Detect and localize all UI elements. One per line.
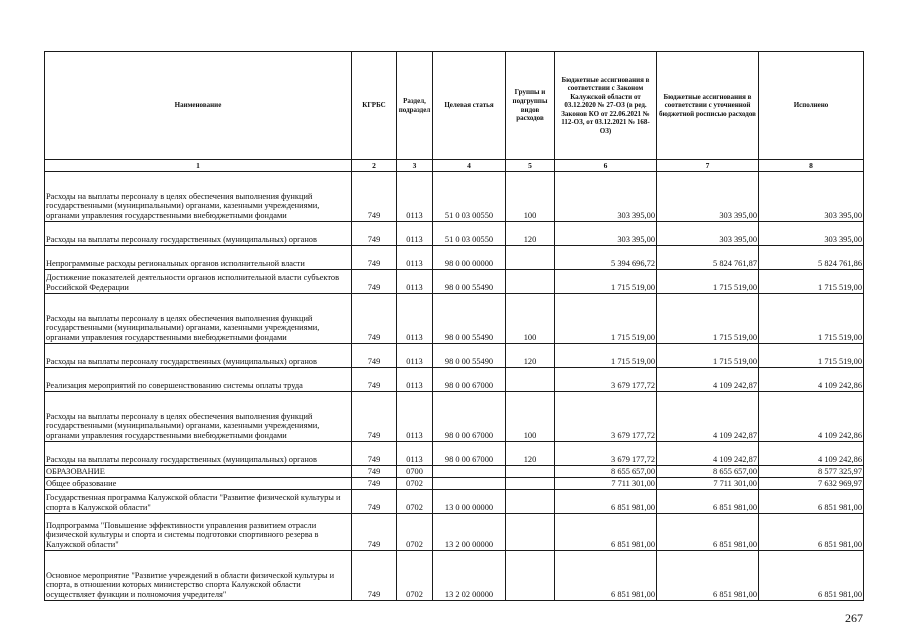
row-executed: 4 109 242,86 [759,392,864,442]
row-kgrbs: 749 [352,442,397,466]
row-target [433,466,506,478]
row-group: 120 [506,344,555,368]
row-executed: 5 824 761,86 [759,246,864,270]
row-name: Расходы на выплаты персоналу государственных (муниципальных) органов [45,222,352,246]
row-name: Основное мероприятие "Развитие учреждений в области физической культуры и спорта, в отношении которых министерство спорта Калужской области осуществляет функции и полномочия учредителя" [45,551,352,601]
row-group [506,368,555,392]
table-row [45,442,864,466]
row-kgrbs: 749 [352,551,397,601]
row-section: 0113 [397,246,433,270]
row-kgrbs: 749 [352,466,397,478]
row-target: 98 0 00 00000 [433,246,506,270]
column-number: 6 [555,160,657,172]
row-group [506,466,555,478]
header-executed: Исполнено [759,52,864,160]
row-section: 0113 [397,344,433,368]
row-law-allocation: 6 851 981,00 [555,490,657,514]
row-kgrbs: 749 [352,294,397,344]
row-name: Расходы на выплаты персоналу государственных (муниципальных) органов [45,344,352,368]
row-kgrbs: 749 [352,490,397,514]
row-executed: 6 851 981,00 [759,490,864,514]
row-target: 13 2 02 00000 [433,551,506,601]
row-law-allocation: 3 679 177,72 [555,368,657,392]
row-refined-allocation: 6 851 981,00 [657,490,759,514]
budget-table [44,51,864,601]
row-target: 98 0 00 55490 [433,344,506,368]
row-executed: 6 851 981,00 [759,514,864,551]
header-kgrbs: КГРБС [352,52,397,160]
column-number: 1 [45,160,352,172]
row-name: Расходы на выплаты персоналу в целях обеспечения выполнения функций государственными (муниципальными) органами, казенными учреждениями, органами управления государственными внебюджетными фондами [45,172,352,222]
row-name: Расходы на выплаты персоналу в целях обеспечения выполнения функций государственными (муниципальными) органами, казенными учреждениями, органами управления государственными внебюджетными фондами [45,294,352,344]
row-kgrbs: 749 [352,222,397,246]
row-refined-allocation: 7 711 301,00 [657,478,759,490]
row-section: 0113 [397,172,433,222]
row-refined-allocation: 4 109 242,87 [657,442,759,466]
row-kgrbs: 749 [352,246,397,270]
row-target: 51 0 03 00550 [433,222,506,246]
row-law-allocation: 303 395,00 [555,172,657,222]
row-target [433,478,506,490]
row-name: Достижение показателей деятельности органов исполнительной власти субъектов Российской Федерации [45,270,352,294]
row-section: 0700 [397,466,433,478]
row-target: 98 0 00 67000 [433,442,506,466]
table-row [45,392,864,442]
row-target: 51 0 03 00550 [433,172,506,222]
row-refined-allocation: 1 715 519,00 [657,294,759,344]
row-kgrbs: 749 [352,478,397,490]
table-row [45,551,864,601]
row-refined-allocation: 303 395,00 [657,222,759,246]
row-kgrbs: 749 [352,368,397,392]
table-body [45,172,864,601]
row-executed: 6 851 981,00 [759,551,864,601]
header-section: Раздел, подраздел [397,52,433,160]
row-section: 0113 [397,294,433,344]
table-row [45,222,864,246]
table-row [45,172,864,222]
row-refined-allocation: 1 715 519,00 [657,344,759,368]
row-law-allocation: 1 715 519,00 [555,344,657,368]
table-row [45,478,864,490]
row-refined-allocation: 4 109 242,87 [657,368,759,392]
row-executed: 4 109 242,86 [759,442,864,466]
row-name: Расходы на выплаты персоналу в целях обеспечения выполнения функций государственными (муниципальными) органами, казенными учреждениями, органами управления государственными внебюджетными фондами [45,392,352,442]
row-executed: 303 395,00 [759,172,864,222]
row-law-allocation: 7 711 301,00 [555,478,657,490]
row-executed: 7 632 969,97 [759,478,864,490]
table-row [45,514,864,551]
row-law-allocation: 6 851 981,00 [555,514,657,551]
row-executed: 303 395,00 [759,222,864,246]
row-executed: 1 715 519,00 [759,344,864,368]
table-row [45,344,864,368]
row-group [506,246,555,270]
table-row [45,246,864,270]
row-section: 0702 [397,514,433,551]
row-refined-allocation: 4 109 242,87 [657,392,759,442]
row-law-allocation: 1 715 519,00 [555,294,657,344]
row-name: Государственная программа Калужской области "Развитие физической культуры и спорта в Калужской области" [45,490,352,514]
row-law-allocation: 303 395,00 [555,222,657,246]
column-number: 8 [759,160,864,172]
row-target: 98 0 00 55490 [433,294,506,344]
row-section: 0113 [397,222,433,246]
row-group: 100 [506,392,555,442]
row-refined-allocation: 303 395,00 [657,172,759,222]
header-group: Группы и подгруппы видов расходов [506,52,555,160]
row-name: Подпрограмма "Повышение эффективности управления развитием отрасли физической культуры и спорта и системы подготовки спортивного резерва в Калужской области" [45,514,352,551]
row-target: 98 0 00 67000 [433,368,506,392]
row-name: Реализация мероприятий по совершенствованию системы оплаты труда [45,368,352,392]
row-group: 100 [506,294,555,344]
row-section: 0702 [397,551,433,601]
row-kgrbs: 749 [352,172,397,222]
row-group [506,270,555,294]
row-executed: 1 715 519,00 [759,270,864,294]
row-section: 0113 [397,368,433,392]
column-number: 7 [657,160,759,172]
page-number: 267 [845,611,863,625]
row-kgrbs: 749 [352,392,397,442]
row-executed: 4 109 242,86 [759,368,864,392]
row-refined-allocation: 6 851 981,00 [657,514,759,551]
table-row [45,490,864,514]
header-law-allocation: Бюджетные ассигнования в соответствии с Законом Калужской области от 03.12.2020 № 27-ОЗ (в ред. Законов КО от 22.06.2021 № 112-ОЗ, от 03.12.2021 № 168-ОЗ) [555,52,657,160]
column-number: 3 [397,160,433,172]
row-target: 98 0 00 67000 [433,392,506,442]
row-refined-allocation: 6 851 981,00 [657,551,759,601]
row-law-allocation: 3 679 177,72 [555,392,657,442]
row-law-allocation: 8 655 657,00 [555,466,657,478]
row-section: 0113 [397,392,433,442]
row-group [506,551,555,601]
row-name: Общее образование [45,478,352,490]
row-section: 0113 [397,270,433,294]
column-number: 2 [352,160,397,172]
row-group [506,490,555,514]
table-row [45,270,864,294]
row-target: 13 0 00 00000 [433,490,506,514]
row-law-allocation: 5 394 696,72 [555,246,657,270]
row-kgrbs: 749 [352,270,397,294]
row-name: Непрограммные расходы региональных органов исполнительной власти [45,246,352,270]
header-refined-allocation: Бюджетные ассигнования в соответствии с уточненной бюджетной росписью расходов [657,52,759,160]
header-target: Целевая статья [433,52,506,160]
row-law-allocation: 6 851 981,00 [555,551,657,601]
row-refined-allocation: 5 824 761,87 [657,246,759,270]
row-group [506,478,555,490]
row-group: 120 [506,222,555,246]
row-target: 98 0 00 55490 [433,270,506,294]
row-kgrbs: 749 [352,344,397,368]
row-section: 0113 [397,442,433,466]
row-section: 0702 [397,490,433,514]
row-name: ОБРАЗОВАНИЕ [45,466,352,478]
row-group: 100 [506,172,555,222]
row-group: 120 [506,442,555,466]
row-target: 13 2 00 00000 [433,514,506,551]
row-section: 0702 [397,478,433,490]
column-number: 4 [433,160,506,172]
table-row [45,294,864,344]
row-refined-allocation: 8 655 657,00 [657,466,759,478]
row-executed: 1 715 519,00 [759,294,864,344]
row-law-allocation: 3 679 177,72 [555,442,657,466]
row-name: Расходы на выплаты персоналу государственных (муниципальных) органов [45,442,352,466]
header-name: Наименование [45,52,352,160]
table-row [45,368,864,392]
row-kgrbs: 749 [352,514,397,551]
row-refined-allocation: 1 715 519,00 [657,270,759,294]
row-law-allocation: 1 715 519,00 [555,270,657,294]
row-group [506,514,555,551]
row-executed: 8 577 325,97 [759,466,864,478]
table-header [45,52,864,172]
table-row [45,466,864,478]
column-number: 5 [506,160,555,172]
